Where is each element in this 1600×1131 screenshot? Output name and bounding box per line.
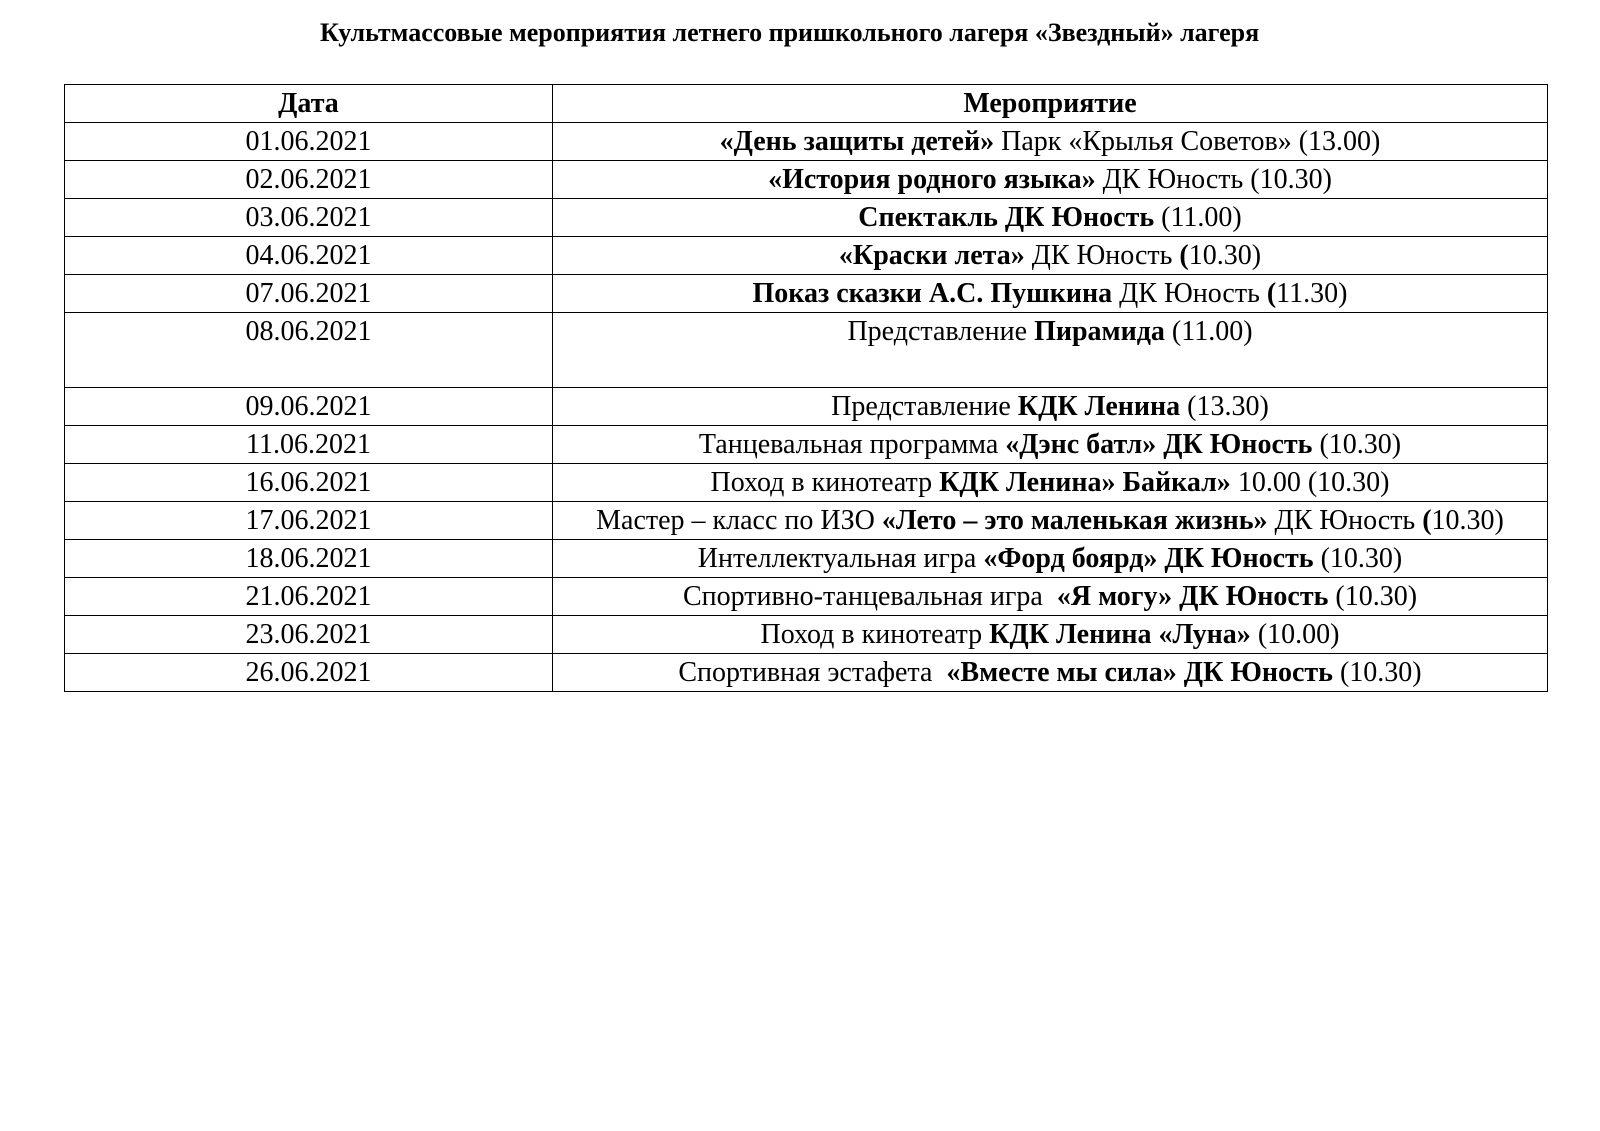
event-text: Представление [847, 316, 1035, 347]
event-cell [553, 388, 1548, 426]
date-cell: 16.06.2021 [65, 464, 553, 502]
event-cell [553, 654, 1548, 692]
page-title: Культмассовые мероприятия летнего пришкольного лагеря «Звездный» лагеря [320, 18, 1260, 47]
event-cell [553, 237, 1548, 275]
event-text-bold: «История родного языка» [768, 164, 1096, 195]
event-text: (10.30) [1312, 429, 1402, 460]
event-cell [553, 275, 1548, 313]
date-cell: 11.06.2021 [65, 426, 553, 464]
event-text: Мастер – класс по ИЗО [596, 505, 882, 536]
event-cell [553, 502, 1548, 540]
table-row [65, 275, 1548, 313]
event-text: (10.30) [1332, 657, 1422, 688]
event-cell [553, 313, 1548, 388]
event-text: Поход в кинотеатр [760, 619, 990, 650]
event-text: Парк «Крылья Советов» (13.00) [994, 126, 1381, 157]
event-text: ДК Юность [1112, 278, 1267, 309]
table-row [65, 654, 1548, 692]
event-text: Спортивная эстафета [678, 657, 947, 688]
event-text-bold: «Лето – это маленькая жизнь» [881, 505, 1268, 536]
date-cell: 17.06.2021 [65, 502, 553, 540]
event-cell [553, 161, 1548, 199]
event-text-bold: «Я могу» ДК Юность [1056, 581, 1329, 612]
table-row [65, 313, 1548, 388]
event-text-bold: «Краски лета» [838, 240, 1025, 271]
event-text-bold: ( [1266, 278, 1277, 309]
event-text-bold: «Форд боярд» ДК Юность [983, 543, 1314, 574]
event-text: (11.00) [1164, 316, 1253, 347]
event-text-bold: Показ сказки А.С. Пушкина [752, 278, 1113, 309]
column-header-date: Дата [65, 85, 553, 123]
table-header-row [65, 85, 1548, 123]
event-text: (10.30) [1328, 581, 1418, 612]
event-text: Интеллектуальная игра [697, 543, 984, 574]
event-cell [553, 540, 1548, 578]
event-text: Представление [831, 391, 1018, 422]
date-cell: 26.06.2021 [65, 654, 553, 692]
table-row [65, 388, 1548, 426]
event-cell [553, 199, 1548, 237]
date-cell: 08.06.2021 [65, 313, 553, 388]
event-text: 10.30) [1188, 240, 1262, 271]
table-row [65, 199, 1548, 237]
event-text-bold: Пирамида [1034, 316, 1165, 347]
event-text: (10.00) [1250, 619, 1340, 650]
table-row [65, 237, 1548, 275]
event-text-bold: «Вместе мы сила» ДК Юность [946, 657, 1333, 688]
table-row [65, 161, 1548, 199]
event-cell [553, 123, 1548, 161]
date-cell: 02.06.2021 [65, 161, 553, 199]
event-text: Спортивно-танцевальная игра [682, 581, 1057, 612]
date-cell: 03.06.2021 [65, 199, 553, 237]
table-row [65, 464, 1548, 502]
event-text: (10.30) [1313, 543, 1403, 574]
date-cell: 09.06.2021 [65, 388, 553, 426]
event-text-bold: Спектакль ДК Юность [858, 202, 1155, 233]
date-cell: 21.06.2021 [65, 578, 553, 616]
event-text: ДК Юность [1267, 505, 1423, 536]
table-row [65, 540, 1548, 578]
event-text-bold: ( [1422, 505, 1432, 536]
table-row [65, 502, 1548, 540]
event-text-bold: КДК Ленина «Луна» [989, 619, 1251, 650]
table-row [65, 578, 1548, 616]
date-cell: 18.06.2021 [65, 540, 553, 578]
event-text: ДК Юность [1024, 240, 1180, 271]
event-text: 11.30) [1276, 278, 1348, 309]
event-text: (13.30) [1180, 391, 1269, 422]
column-header-event: Мероприятие [553, 85, 1548, 123]
date-cell: 01.06.2021 [65, 123, 553, 161]
event-text: (11.00) [1154, 202, 1242, 233]
event-cell [553, 616, 1548, 654]
event-cell [553, 464, 1548, 502]
event-text: Танцевальная программа [698, 429, 1006, 460]
date-cell: 23.06.2021 [65, 616, 553, 654]
event-text: 10.00 (10.30) [1230, 467, 1390, 498]
schedule-table [64, 84, 1548, 692]
event-text-bold: ( [1179, 240, 1189, 271]
event-text-bold: КДК Ленина [1017, 391, 1181, 422]
date-cell: 07.06.2021 [65, 275, 553, 313]
event-text-bold: «Дэнс батл» ДК Юность [1005, 429, 1313, 460]
event-text-bold: «День защиты детей» [719, 126, 995, 157]
event-cell [553, 578, 1548, 616]
event-text-bold: КДК Ленина» Байкал» [939, 467, 1231, 498]
event-text: Поход в кинотеатр [710, 467, 940, 498]
date-cell: 04.06.2021 [65, 237, 553, 275]
event-text: 10.30) [1431, 505, 1504, 536]
schedule-body [65, 123, 1548, 692]
table-row [65, 123, 1548, 161]
table-row [65, 426, 1548, 464]
table-row [65, 616, 1548, 654]
event-text: ДК Юность (10.30) [1095, 164, 1332, 195]
event-cell [553, 426, 1548, 464]
